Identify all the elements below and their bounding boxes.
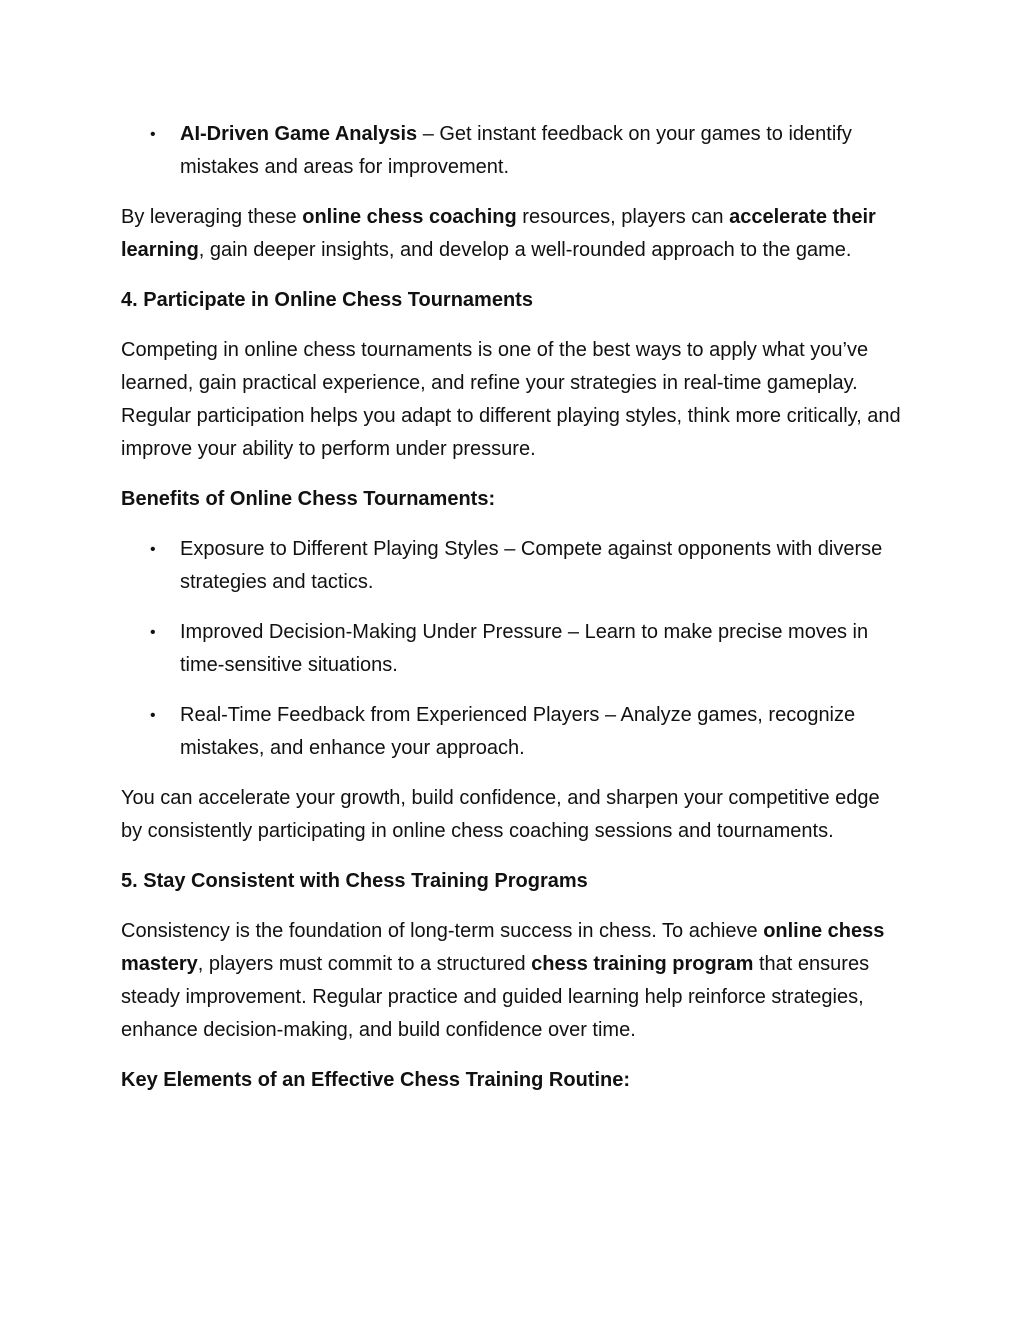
bold-run: online chess coaching — [302, 206, 517, 228]
top-bullet-list — [121, 118, 906, 184]
list-item — [121, 616, 906, 682]
benefits-heading: Benefits of Online Chess Tournaments: — [121, 488, 496, 510]
bold-run: chess training program — [531, 953, 754, 975]
bold-run: accelerate their learning — [121, 206, 876, 261]
text-run: , gain deeper insights, and develop a well-rounded approach to the game. — [198, 239, 852, 261]
bold-run: online chess mastery — [121, 920, 885, 975]
bullet-icon: • — [150, 624, 156, 641]
list-item-text: Exposure to Different Playing Styles – Compete against opponents with diverse strategies and tactics. — [180, 538, 883, 593]
paragraph-coaching-resources — [121, 201, 906, 267]
text-run: , players must commit to a structured — [197, 953, 532, 975]
list-item-text: – Get instant feedback on your games to identify mistakes and areas for improvement. — [180, 123, 852, 178]
section-heading-5: 5. Stay Consistent with Chess Training Programs — [121, 870, 588, 892]
text-run: that ensures steady improvement. Regular practice and guided learning help reinforce strategies, enhance decision-making, and build confidence over time. — [121, 953, 870, 1041]
benefits-list — [121, 533, 906, 765]
list-item — [121, 118, 906, 184]
list-item-text: Real-Time Feedback from Experienced Players – Analyze games, recognize mistakes, and enhance your approach. — [180, 704, 856, 759]
bullet-icon: • — [150, 541, 156, 558]
bullet-icon: • — [150, 126, 156, 143]
key-elements-heading: Key Elements of an Effective Chess Training Routine: — [121, 1069, 631, 1091]
paragraph-consistency — [121, 915, 906, 1047]
paragraph-tournaments: Competing in online chess tournaments is one of the best ways to apply what you’ve learned, gain practical experience, and refine your strategies in real-time gameplay. Regular participation helps you adapt to different playing styles, think more critically, and improve your ability to perform under pressure. — [121, 339, 901, 460]
text-run: resources, players can — [516, 206, 730, 228]
text-run: By leveraging these — [121, 206, 303, 228]
bullet-icon: • — [150, 707, 156, 724]
paragraph-closing: You can accelerate your growth, build confidence, and sharpen your competitive edge by consistently participating in online chess coaching sessions and tournaments. — [121, 787, 880, 842]
section-heading-4: 4. Participate in Online Chess Tournaments — [121, 289, 533, 311]
list-item — [121, 699, 906, 765]
list-item-text: Improved Decision-Making Under Pressure – Learn to make precise moves in time-sensitive situations. — [180, 621, 869, 676]
list-item-bold: AI-Driven Game Analysis — [180, 123, 418, 145]
text-run: Consistency is the foundation of long-term success in chess. To achieve — [121, 920, 764, 942]
document-content — [121, 118, 906, 1114]
list-item — [121, 533, 906, 599]
